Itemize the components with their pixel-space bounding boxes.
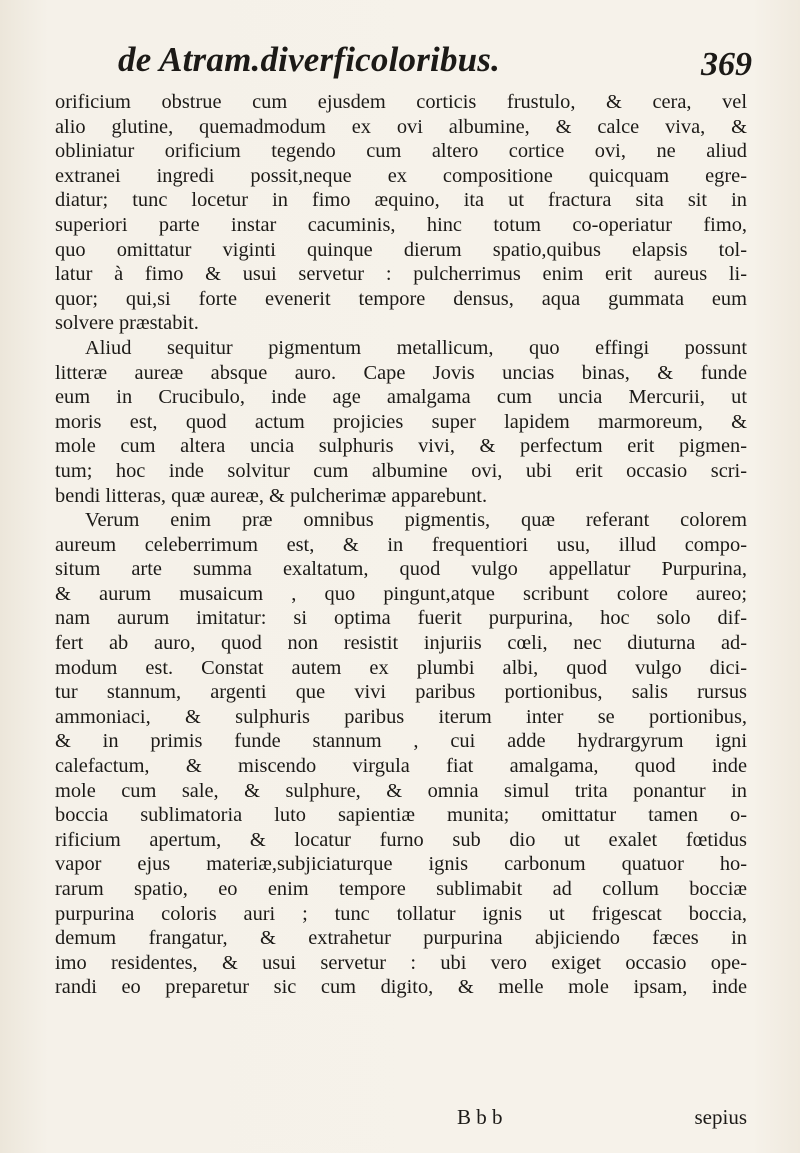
text-line: boccia sublimatoria luto sapientiæ munita; omittatur tamen o- xyxy=(55,804,747,827)
text-line: mole cum altera uncia sulphuris vivi, & perfectum erit pigmen- xyxy=(55,435,747,458)
text-line: modum est. Constat autem ex plumbi albi, quod vulgo dici- xyxy=(55,656,747,679)
text-line: & aurum musaicum , quo pingunt,atque scribunt colore aureo; xyxy=(55,582,747,605)
text-line: vapor ejus materiæ,subjiciaturque ignis carbonum quatuor ho- xyxy=(55,853,747,876)
text-line: diatur; tunc locetur in fimo æquino, ita ut fractura sita sit in xyxy=(55,189,747,212)
text-line: imo residentes, & usui servetur : ubi vero exiget occasio ope- xyxy=(55,951,747,974)
text-line: alio glutine, quemadmodum ex ovi albumine, & calce viva, & xyxy=(55,115,747,138)
running-title: de Atram.diverficoloribus. xyxy=(118,40,501,79)
text-line: demum frangatur, & extrahetur purpurina abjiciendo fæces in xyxy=(55,927,747,950)
text-line: mole cum sale, & sulphure, & omnia simul trita ponantur in xyxy=(55,779,747,802)
text-line: litteræ aureæ absque auro. Cape Jovis uncias binas, & funde xyxy=(55,361,747,384)
page-number: 369 xyxy=(701,46,752,83)
signature-mark: B b b xyxy=(457,1105,503,1129)
text-line: situm arte summa exaltatum, quod vulgo appellatur Purpurina, xyxy=(55,558,747,581)
text-line: superiori parte instar cacuminis, hinc totum co-operiatur fimo, xyxy=(55,213,747,236)
text-line: calefactum, & miscendo virgula fiat amalgama, quod inde xyxy=(55,755,747,778)
catchword: sepius xyxy=(694,1105,747,1129)
text-line: obliniatur orificium tegendo cum altero cortice ovi, ne aliud xyxy=(55,140,747,163)
text-line: Verum enim præ omnibus pigmentis, quæ referant colorem xyxy=(85,509,747,532)
text-line: latur à fimo & usui servetur : pulcherrimus enim erit aureus li- xyxy=(55,263,747,286)
text-line: bendi litteras, quæ aureæ, & pulcherimæ apparebunt. xyxy=(55,484,488,507)
text-line: rarum spatio, eo enim tempore sublimabit ad collum bocciæ xyxy=(55,878,747,900)
text-line: ammoniaci, & sulphuris paribus iterum inter se portionibus, xyxy=(55,705,747,728)
text-line: orificium obstrue cum ejusdem corticis frustulo, & cera, vel xyxy=(55,91,747,113)
text-line: rificium apertum, & locatur furno sub dio ut exalet fœtidus xyxy=(55,828,747,851)
text-line: quo omittatur viginti quinque dierum spatio,quibus elapsis tol- xyxy=(55,238,747,261)
text-line: fert ab auro, quod non resistit injuriis cœli, nec diuturna ad- xyxy=(55,632,747,655)
text-line: eum in Crucibulo, inde age amalgama cum uncia Mercurii, ut xyxy=(55,386,747,409)
text-line: nam aurum imitatur: si optima fuerit purpurina, hoc solo dif- xyxy=(55,607,747,630)
body-text xyxy=(55,90,747,1000)
page-footer xyxy=(55,1105,747,1135)
text-line: tum; hoc inde solvitur cum albumine ovi, ubi erit occasio scri- xyxy=(55,459,747,482)
page-header xyxy=(112,34,752,94)
text-line: Aliud sequitur pigmentum metallicum, quo effingi possunt xyxy=(85,336,747,359)
text-line: randi eo preparetur sic cum digito, & melle mole ipsam, inde xyxy=(55,976,747,999)
text-line: extranei ingredi possit,neque ex compositione quicquam egre- xyxy=(55,164,747,187)
text-line: tur stannum, argenti que vivi paribus portionibus, salis rursus xyxy=(55,681,747,704)
text-line: moris est, quod actum projicies super lapidem marmoreum, & xyxy=(55,410,747,433)
text-line: aureum celeberrimum est, & in frequentiori usu, illud compo- xyxy=(55,533,747,556)
text-line: & in primis funde stannum , cui adde hydrargyrum igni xyxy=(55,730,747,753)
text-line: quor; qui,si forte evenerit tempore densus, aqua gummata eum xyxy=(55,287,747,310)
text-line: purpurina coloris auri ; tunc tollatur ignis ut frigescat boccia, xyxy=(55,902,747,925)
text-line: solvere præstabit. xyxy=(55,312,199,335)
